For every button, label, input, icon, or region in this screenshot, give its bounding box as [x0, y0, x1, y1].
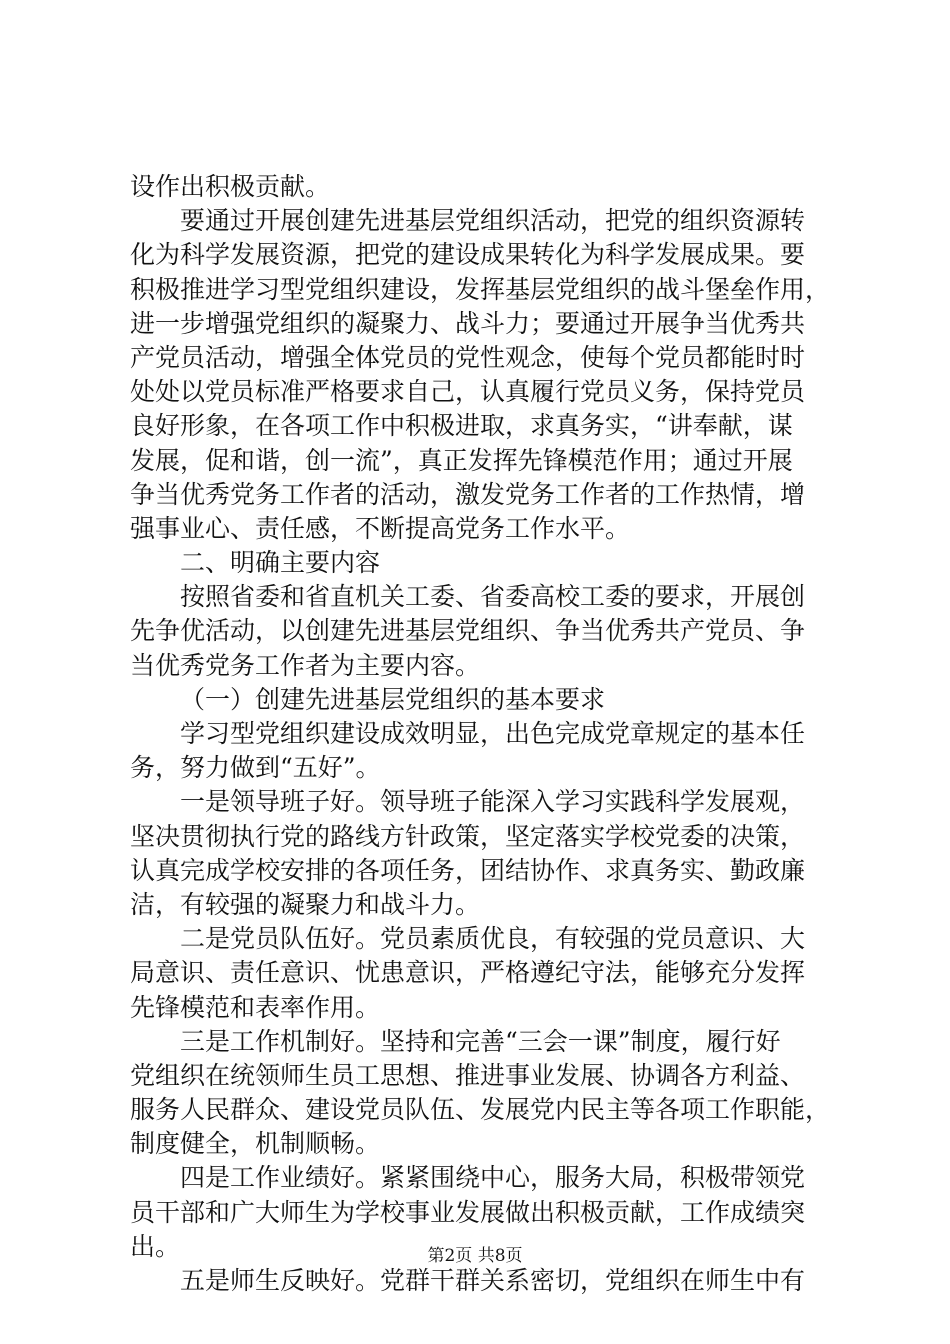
text-line: 一是领导班子好。领导班子能深入学习实践科学发展观，	[180, 787, 806, 817]
text-line: 服务人民群众、建设党员队伍、发展党内民主等各项工作职能，	[130, 1095, 831, 1125]
text-line: 先争优活动，以创建先进基层党组织、争当优秀共产党员、争	[130, 616, 806, 646]
document-body	[130, 170, 830, 1298]
text-line: 三是工作机制好。坚持和完善“三会一课”制度，履行好	[180, 1026, 781, 1056]
text-line: 按照省委和省直机关工委、省委高校工委的要求，开展创	[180, 582, 806, 612]
text-line: 学习型党组织建设成效明显，出色完成党章规定的基本任	[180, 719, 806, 748]
text-line: 局意识、责任意识、忧患意识，严格遵纪守法，能够充分发挥	[130, 958, 806, 988]
text-line: 务，努力做到“五好”。	[130, 753, 381, 783]
page-footer	[0, 1244, 950, 1268]
text-line: 化为科学发展资源，把党的建设成果转化为科学发展成果。要	[130, 240, 806, 270]
text-line: 出。	[130, 1231, 181, 1261]
text-line: 先锋模范和表率作用。	[130, 992, 381, 1022]
text-line: 四是工作业绩好。紧紧围绕中心，服务大局，积极带领党	[180, 1163, 806, 1193]
text-line: 二是党员队伍好。党员素质优良，有较强的党员意识、大	[180, 924, 806, 954]
text-line: 制度健全，机制顺畅。	[130, 1129, 381, 1159]
text-line: 要通过开展创建先进基层党组织活动，把党的组织资源转	[180, 206, 806, 236]
text-line: 坚决贯彻执行党的路线方针政策，坚定落实学校党委的决策，	[130, 821, 806, 851]
text-line: 处处以党员标准严格要求自己，认真履行党员义务，保持党员	[130, 377, 806, 407]
text-line: 进一步增强党组织的凝聚力、战斗力；要通过开展争当优秀共	[130, 308, 806, 338]
text-line: （一）创建先进基层党组织的基本要求	[180, 684, 606, 714]
text-line: 五是师生反映好。党群干群关系密切，党组织在师生中有	[180, 1266, 806, 1295]
text-line: 洁，有较强的凝聚力和战斗力。	[130, 889, 481, 919]
text-line: 党组织在统领师生员工思想、推进事业发展、协调各方利益、	[130, 1060, 806, 1090]
page-number: 第2页 共8页	[427, 1246, 523, 1266]
text-line: 当优秀党务工作者为主要内容。	[130, 650, 481, 680]
text-line: 发展，促和谐，创一流”，真正发挥先锋模范作用；通过开展	[130, 445, 793, 475]
text-line: 员干部和广大师生为学校事业发展做出积极贡献，工作成绩突	[130, 1197, 806, 1227]
text-line: 强事业心、责任感，不断提高党务工作水平。	[130, 513, 631, 543]
text-line: 良好形象，在各项工作中积极进取，求真务实，“讲奉献，谋	[130, 411, 793, 441]
text-line: 认真完成学校安排的各项任务，团结协作、求真务实、勤政廉	[130, 855, 806, 885]
text-line: 争当优秀党务工作者的活动，激发党务工作者的工作热情，增	[130, 479, 806, 509]
text-line: 产党员活动，增强全体党员的党性观念，使每个党员都能时时	[130, 342, 806, 372]
text-line: 积极推进学习型党组织建设，发挥基层党组织的战斗堡垒作用，	[130, 274, 831, 304]
text-line: 二、明确主要内容	[180, 548, 381, 578]
text-line: 设作出积极贡献。	[130, 172, 331, 201]
